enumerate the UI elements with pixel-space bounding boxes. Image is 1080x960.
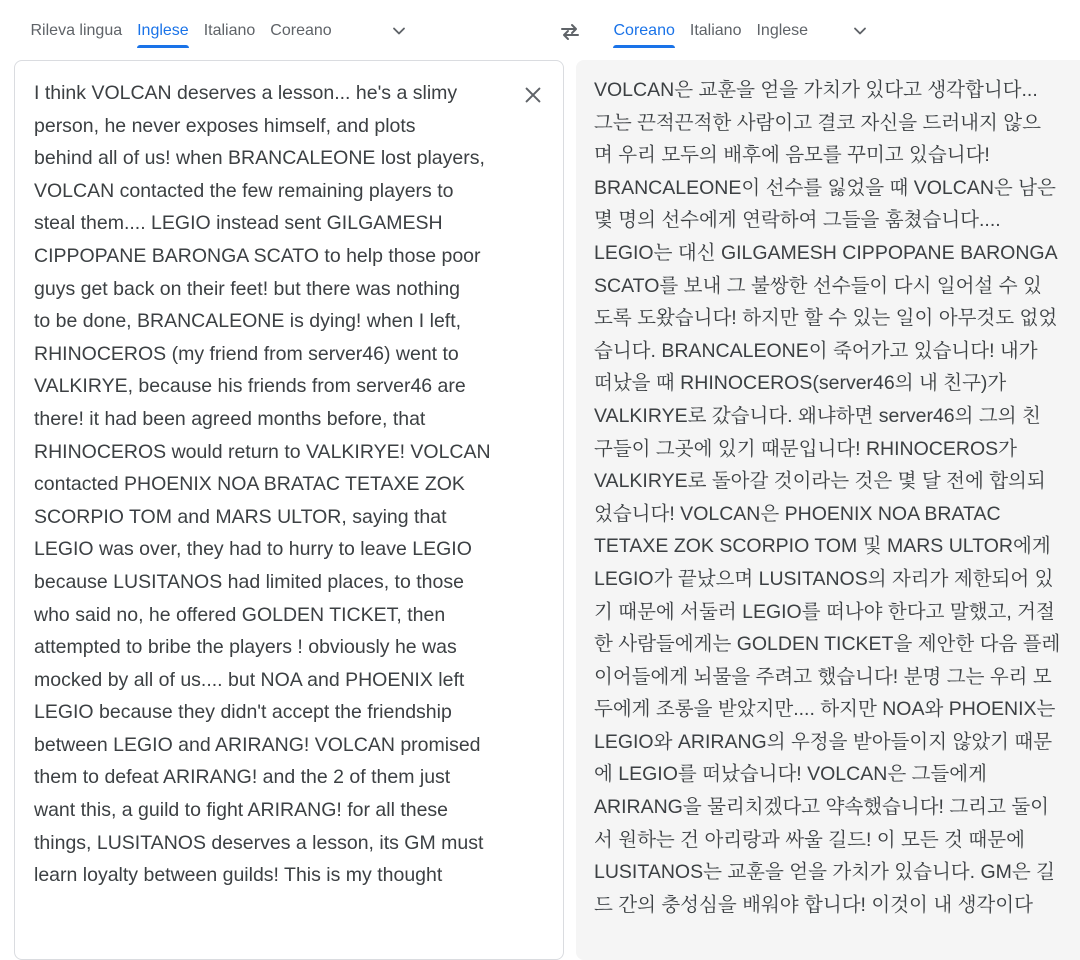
- source-text-line: learn loyalty between guilds! This is my thought: [34, 864, 443, 887]
- translation-text-line: 기 때문에 서둘러 LEGIO를 떠나야 한다고 말했고, 거절: [594, 600, 1055, 623]
- tab-target-english[interactable]: Inglese: [756, 22, 809, 39]
- tab-target-italian[interactable]: Italiano: [689, 22, 742, 39]
- source-text-line: person, he never exposes himself, and plots: [34, 114, 416, 137]
- clear-source-button[interactable]: [519, 81, 547, 109]
- translation-text-line: VALKIRYE로 갔습니다. 왜냐하면 server46의 그의 친: [594, 404, 1041, 427]
- source-text-input[interactable]: [34, 77, 514, 892]
- tab-source-korean[interactable]: Coreano: [270, 22, 332, 39]
- more-source-languages-button[interactable]: [379, 11, 419, 51]
- translation-text-line: LUSITANOS는 교훈을 얻을 가치가 있습니다. GM은 길: [594, 861, 1055, 884]
- translation-text-line: 이어들에게 뇌물을 주려고 했습니다! 분명 그는 우리 모: [594, 665, 1052, 688]
- source-text-line: behind all of us! when BRANCALEONE lost players,: [34, 147, 485, 170]
- source-text-line: them to defeat ARIRANG! and the 2 of them just: [34, 766, 451, 789]
- translation-text-line: TETAXE ZOK SCORPIO TOM 및 MARS ULTOR에게: [594, 535, 1051, 558]
- translation-text-line: LEGIO는 대신 GILGAMESH CIPPOPANE BARONGA: [594, 241, 1058, 264]
- tab-detect-language[interactable]: Rileva lingua: [30, 22, 123, 39]
- translation-output: [594, 74, 1072, 921]
- swap-languages-button[interactable]: [552, 16, 588, 48]
- translation-text-line: 서 원하는 건 아리랑과 싸울 길드! 이 모든 것 때문에: [594, 828, 1025, 851]
- source-text-line: RHINOCEROS would return to VALKIRYE! VOLCAN: [34, 440, 491, 463]
- translation-text-line: 떠났을 때 RHINOCEROS(server46의 내 친구)가: [594, 372, 1007, 395]
- translation-text-line: VOLCAN은 교훈을 얻을 가치가 있다고 생각합니다...: [594, 79, 1038, 101]
- translation-text-line: BRANCALEONE이 선수를 잃었을 때 VOLCAN은 남은: [594, 176, 1056, 199]
- source-text-line: VALKIRYE, because his friends from server46 are: [34, 375, 466, 398]
- translation-text-line: 드 간의 충성심을 배워야 합니다! 이것이 내 생각이다: [594, 893, 1033, 916]
- translation-text-line: 한 사람들에게는 GOLDEN TICKET을 제안한 다음 플레: [594, 633, 1061, 656]
- translation-text-line: 두에게 조롱을 받았지만.... 하지만 NOA와 PHOENIX는: [594, 698, 1056, 721]
- translation-text-line: VALKIRYE로 돌아갈 것이라는 것은 몇 달 전에 합의되: [594, 470, 1046, 493]
- source-text-line: there! it had been agreed months before, that: [34, 407, 426, 430]
- swap-arrows-icon: [558, 20, 582, 44]
- source-text-line: VOLCAN contacted the few remaining players to: [34, 179, 454, 202]
- chevron-down-icon: [850, 21, 870, 41]
- translation-text-line: 었습니다! VOLCAN은 PHOENIX NOA BRATAC: [594, 502, 1001, 525]
- source-text-line: guys get back on their feet! but there was nothing: [34, 277, 461, 300]
- translation-text-line: LEGIO와 ARIRANG의 우정을 받아들이지 않았기 때문: [594, 730, 1053, 753]
- source-text-line: between LEGIO and ARIRANG! VOLCAN promised: [34, 733, 481, 756]
- translation-text-line: SCATO를 보내 그 불쌍한 선수들이 다시 일어설 수 있: [594, 274, 1042, 297]
- source-text-line: things, LUSITANOS deserves a lesson, its GM must: [34, 831, 484, 854]
- source-text-line: LEGIO was over, they had to hurry to leave LEGIO: [34, 538, 472, 561]
- source-text-line: contacted PHOENIX NOA BRATAC TETAXE ZOK: [34, 473, 465, 496]
- source-text-line: SCORPIO TOM and MARS ULTOR, saying that: [34, 505, 447, 528]
- translation-text-line: 도록 도왔습니다! 하지만 할 수 있는 일이 아무것도 없었: [594, 307, 1058, 330]
- tab-source-italian[interactable]: Italiano: [203, 22, 256, 39]
- close-icon: [522, 84, 544, 106]
- more-target-languages-button[interactable]: [840, 11, 880, 51]
- target-language-bar: [606, 0, 1080, 62]
- source-text-line: CIPPOPANE BARONGA SCATO to help those poor: [34, 244, 481, 267]
- source-text-line: RHINOCEROS (my friend from server46) went to: [34, 342, 459, 365]
- source-text-line: to be done, BRANCALEONE is dying! when I left,: [34, 310, 462, 333]
- source-text-line: LEGIO because they didn't accept the friendship: [34, 701, 452, 724]
- source-text-line: steal them.... LEGIO instead sent GILGAMESH: [34, 212, 443, 235]
- translation-text-line: 구들이 그곳에 있기 때문입니다! RHINOCEROS가: [594, 437, 1017, 460]
- source-text-line: want this, a guild to fight ARIRANG! for all these: [34, 799, 449, 822]
- translation-text-line: 몇 명의 선수에게 연락하여 그들을 훔쳤습니다....: [594, 209, 1001, 232]
- source-text-line: who said no, he offered GOLDEN TICKET, then: [34, 603, 446, 626]
- source-language-bar: [23, 0, 553, 62]
- tab-target-korean[interactable]: Coreano: [606, 0, 682, 62]
- source-text-line: mocked by all of us.... but NOA and PHOENIX left: [34, 668, 465, 691]
- source-text-panel: [14, 60, 564, 960]
- translation-text-line: 에 LEGIO를 떠났습니다! VOLCAN은 그들에게: [594, 763, 987, 786]
- source-text-line: I think VOLCAN deserves a lesson... he's a slimy: [34, 82, 458, 104]
- source-text-line: attempted to bribe the players ! obviously he was: [34, 636, 457, 659]
- translation-panel: [576, 60, 1080, 960]
- chevron-down-icon: [389, 21, 409, 41]
- source-text-line: because LUSITANOS had limited places, to those: [34, 570, 464, 593]
- translation-text-line: 그는 끈적끈적한 사람이고 결코 자신을 드러내지 않으: [594, 111, 1041, 134]
- translation-text-line: 며 우리 모두의 배후에 음모를 꾸미고 있습니다!: [594, 144, 990, 167]
- translation-text-line: ARIRANG을 물리치겠다고 약속했습니다! 그리고 둘이: [594, 796, 1049, 819]
- tab-source-english[interactable]: Inglese: [130, 0, 197, 62]
- translation-text-line: 습니다. BRANCALEONE이 죽어가고 있습니다! 내가: [594, 339, 1038, 362]
- translation-text-line: LEGIO가 끝났으며 LUSITANOS의 자리가 제한되어 있: [594, 567, 1054, 590]
